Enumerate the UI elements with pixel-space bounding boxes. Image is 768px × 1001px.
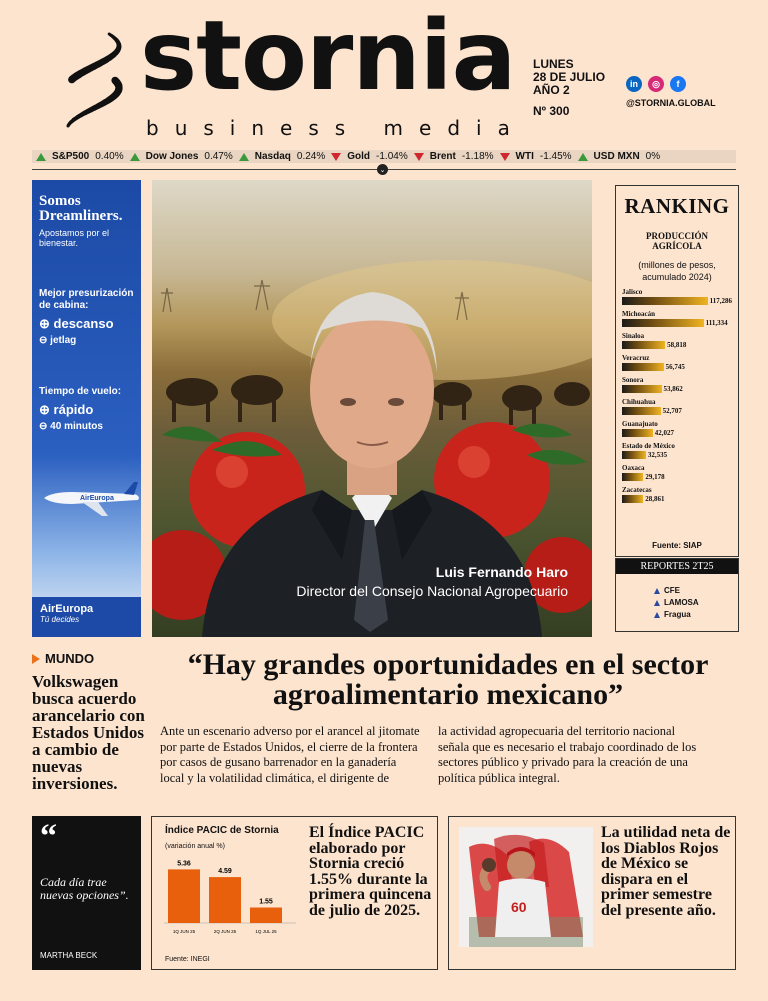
- ticker-change: 0%: [645, 151, 661, 162]
- facebook-icon[interactable]: f: [670, 76, 686, 92]
- ranking-item: [622, 354, 732, 371]
- ticker-change: -1.45%: [539, 151, 572, 162]
- logo-dot: [67, 125, 70, 128]
- arrow-down-icon: [500, 153, 510, 161]
- ranking-state: Sonora: [622, 376, 644, 384]
- instagram-icon[interactable]: ◎: [648, 76, 664, 92]
- edition-number: Nº 300: [533, 104, 570, 118]
- report-item[interactable]: LAMOSA: [654, 598, 738, 607]
- arrow-down-icon: [414, 153, 424, 161]
- ad-label-flight: Tiempo de vuelo:: [39, 386, 122, 397]
- minus-icon: ⊖: [39, 421, 48, 432]
- ticker-name: Gold: [347, 151, 371, 162]
- ranking-title: RANKING: [624, 194, 730, 218]
- hero-caption-role: Director del Consejo Nacional Agropecuario: [296, 583, 568, 599]
- ranking-bar: [622, 319, 704, 327]
- ranking-state: Chihuahua: [622, 398, 656, 406]
- triangle-up-icon: [654, 612, 660, 618]
- hero-caption-name: Luis Fernando Haro: [435, 564, 568, 580]
- ticker-name: WTI: [515, 151, 534, 162]
- chart-category-label: 1Q JUN 25: [172, 929, 196, 934]
- ranking-value: 56,745: [665, 363, 685, 371]
- ranking-bar: [622, 341, 665, 349]
- ticker-name: S&P500: [52, 151, 90, 162]
- chevron-down-icon: ⌄: [377, 164, 388, 175]
- ad-footer: [32, 597, 141, 637]
- report-item[interactable]: Fragua: [654, 610, 738, 619]
- main-story-col1: Ante un escenario adverso por el arancel al jitomate por parte de Estados Unidos, el cierre de la frontera por casos de gusano barrenador en la ganadería local y la volatilidad climática, el dirigente de: [160, 724, 420, 785]
- ticker-change: 0.24%: [296, 151, 326, 162]
- ticker-item: [500, 151, 572, 162]
- ranking-unit: (millones de pesos, acumulado 2024): [638, 260, 716, 282]
- ranking-state: Veracruz: [622, 354, 650, 362]
- brand-tagline: business media: [146, 116, 526, 140]
- market-ticker: [32, 150, 736, 163]
- ranking-value: 28,861: [645, 495, 665, 503]
- ranking-bar: [622, 385, 662, 393]
- ad-plus-fast: ⊕ rápido: [39, 402, 94, 417]
- ad-subline: Apostamos por el bienestar.: [39, 228, 110, 248]
- arrow-down-icon: [331, 153, 341, 161]
- ticker-name: USD MXN: [593, 151, 640, 162]
- social-links: [626, 76, 686, 92]
- stornia-logo-icon: [56, 26, 130, 134]
- reports-title: REPORTES 2T25: [616, 559, 738, 574]
- ranking-state: Estado de México: [622, 442, 675, 450]
- pacic-story: El Índice PACIC elaborado por Stornia creció 1.55% durante la primera quincena de julio de 2025.: [309, 824, 432, 919]
- arrow-up-icon: [239, 153, 249, 161]
- ranking-item: [622, 332, 732, 349]
- ranking-value: 117,286: [709, 297, 732, 305]
- pacic-box[interactable]: [151, 816, 438, 970]
- mundo-story[interactable]: Volkswagen busca acuerdo arancelario con Estados Unidos a cambio de nuevas inversiones.: [32, 672, 145, 793]
- ticker-item: [414, 151, 494, 162]
- chart-value-label: 4.59: [218, 868, 232, 876]
- ticker-item: [130, 151, 233, 162]
- ranking-item: [622, 310, 732, 327]
- ad-label-cabin: Mejor presurización de cabina:: [39, 288, 134, 311]
- quote-author: MARTHA BECK: [40, 951, 98, 960]
- ranking-value: 42,027: [654, 429, 675, 437]
- ranking-bar: [622, 495, 643, 503]
- ticker-change: -1.18%: [461, 151, 494, 162]
- social-handle[interactable]: @STORNIA.GLOBAL: [626, 98, 716, 108]
- diablos-story: La utilidad neta de los Diablos Rojos de México se dispara en el primer semestre del presente año.: [601, 824, 731, 919]
- ticker-change: 0.47%: [204, 151, 233, 162]
- pacic-bar-chart: [160, 851, 300, 941]
- ranking-bar: [622, 429, 653, 437]
- ticker-item: [578, 151, 661, 162]
- arrow-up-icon: [36, 153, 46, 161]
- ad-minus-jetlag: ⊖ jetlag: [39, 335, 77, 346]
- ticker-name: Brent: [429, 151, 456, 162]
- ranking-item: [622, 420, 732, 437]
- edition-day: LUNES: [533, 57, 574, 71]
- ranking-bar: [622, 363, 664, 371]
- ranking-box: [615, 185, 739, 557]
- ranking-value: 29,178: [645, 473, 665, 481]
- airplane-icon: [42, 480, 141, 520]
- ticker-item: [36, 151, 124, 162]
- ranking-state: Oaxaca: [622, 464, 645, 472]
- main-story-col2: la actividad agropecuaria del territorio nacional señala que es necesario el trabajo coordinado de los sectores público y privado para la creación de una política pública integral.: [438, 724, 697, 785]
- minus-icon: ⊖: [39, 335, 48, 346]
- diablos-photo: [459, 827, 593, 947]
- ranking-value: 53,862: [663, 385, 683, 393]
- arrow-up-icon: [578, 153, 588, 161]
- reports-list: [616, 574, 738, 619]
- report-item[interactable]: CFE: [654, 586, 738, 595]
- airline-logo: AirEuropa: [40, 603, 94, 615]
- quote-box: [32, 816, 141, 970]
- chart-value-label: 5.36: [177, 860, 191, 868]
- plus-icon: ⊕: [39, 316, 50, 331]
- chart-bar: [168, 869, 200, 923]
- jersey-number: 60: [511, 899, 527, 915]
- plus-icon: ⊕: [39, 402, 50, 417]
- section-label-mundo[interactable]: MUNDO: [32, 651, 94, 666]
- ad-plus-rest: ⊕ descanso: [39, 316, 114, 331]
- ranking-state: Michoacán: [622, 310, 656, 318]
- linkedin-icon[interactable]: in: [626, 76, 642, 92]
- ranking-value: 58,818: [667, 341, 687, 349]
- ranking-item: [622, 442, 732, 459]
- ranking-list: [622, 288, 732, 503]
- ranking-item: [622, 376, 732, 393]
- ranking-item: [622, 398, 732, 415]
- chart-bar: [250, 908, 282, 924]
- triangle-up-icon: [654, 600, 660, 606]
- ticker-item: [239, 151, 325, 162]
- ranking-value: 32,535: [647, 451, 668, 459]
- ticker-name: Dow Jones: [145, 151, 199, 162]
- ranking-bar: [622, 407, 661, 415]
- diablos-box[interactable]: [448, 816, 736, 970]
- ranking-bar: [622, 473, 643, 481]
- ranking-source: Fuente: SIAP: [652, 541, 702, 550]
- edition-date: 28 DE JULIO: [533, 70, 606, 84]
- ranking-state: Guanajuato: [622, 420, 658, 428]
- ranking-subtitle: PRODUCCIÓN AGRÍCOLA: [646, 231, 708, 251]
- ranking-item: [622, 288, 732, 305]
- ticker-change: -1.04%: [376, 151, 408, 162]
- ad-minus-minutes: ⊖ 40 minutos: [39, 421, 103, 432]
- edition-year: AÑO 2: [533, 83, 570, 97]
- chart-category-label: 2Q JUN 25: [213, 929, 237, 934]
- ranking-state: Jalisco: [622, 288, 643, 296]
- reports-box: [615, 558, 739, 632]
- quote-text: Cada día trae nuevas opciones”.: [40, 875, 129, 902]
- play-icon: [32, 654, 40, 664]
- ranking-state: Sinaloa: [622, 332, 645, 340]
- edition-info: [533, 58, 605, 118]
- chart-bar: [209, 877, 241, 923]
- main-headline[interactable]: “Hay grandes oportunidades en el sector agroalimentario mexicano”: [187, 648, 709, 711]
- air-europa-ad[interactable]: [32, 180, 141, 637]
- ranking-bar: [622, 297, 708, 305]
- triangle-up-icon: [654, 588, 660, 594]
- ranking-state: Zacatecas: [622, 486, 652, 494]
- chart-value-label: 1.55: [259, 898, 273, 906]
- arrow-up-icon: [130, 153, 140, 161]
- ticker-item: [331, 151, 407, 162]
- ranking-bar: [622, 451, 646, 459]
- logo-dot: [68, 76, 75, 83]
- ticker-change: 0.40%: [95, 151, 124, 162]
- ranking-value: 111,334: [705, 319, 728, 327]
- ad-headline: Somos Dreamliners.: [39, 193, 123, 224]
- plane-livery: AirEuropa: [80, 495, 114, 502]
- ad-slogan: Tú decides: [40, 615, 80, 624]
- hero-photo: [152, 180, 592, 637]
- ranking-item: [622, 486, 732, 503]
- brand-name: stornia: [140, 0, 516, 112]
- pacic-chart-title: Índice PACIC de Stornia: [165, 825, 279, 836]
- chart-category-label: 1Q JUL 25: [255, 929, 277, 934]
- ranking-item: [622, 464, 732, 481]
- ranking-value: 52,707: [662, 407, 682, 415]
- pacic-source: Fuente: INEGI: [165, 956, 210, 963]
- quote-mark-icon: “: [40, 818, 57, 855]
- pacic-chart-subtitle: (variación anual %): [165, 843, 225, 850]
- ticker-name: Nasdaq: [254, 151, 291, 162]
